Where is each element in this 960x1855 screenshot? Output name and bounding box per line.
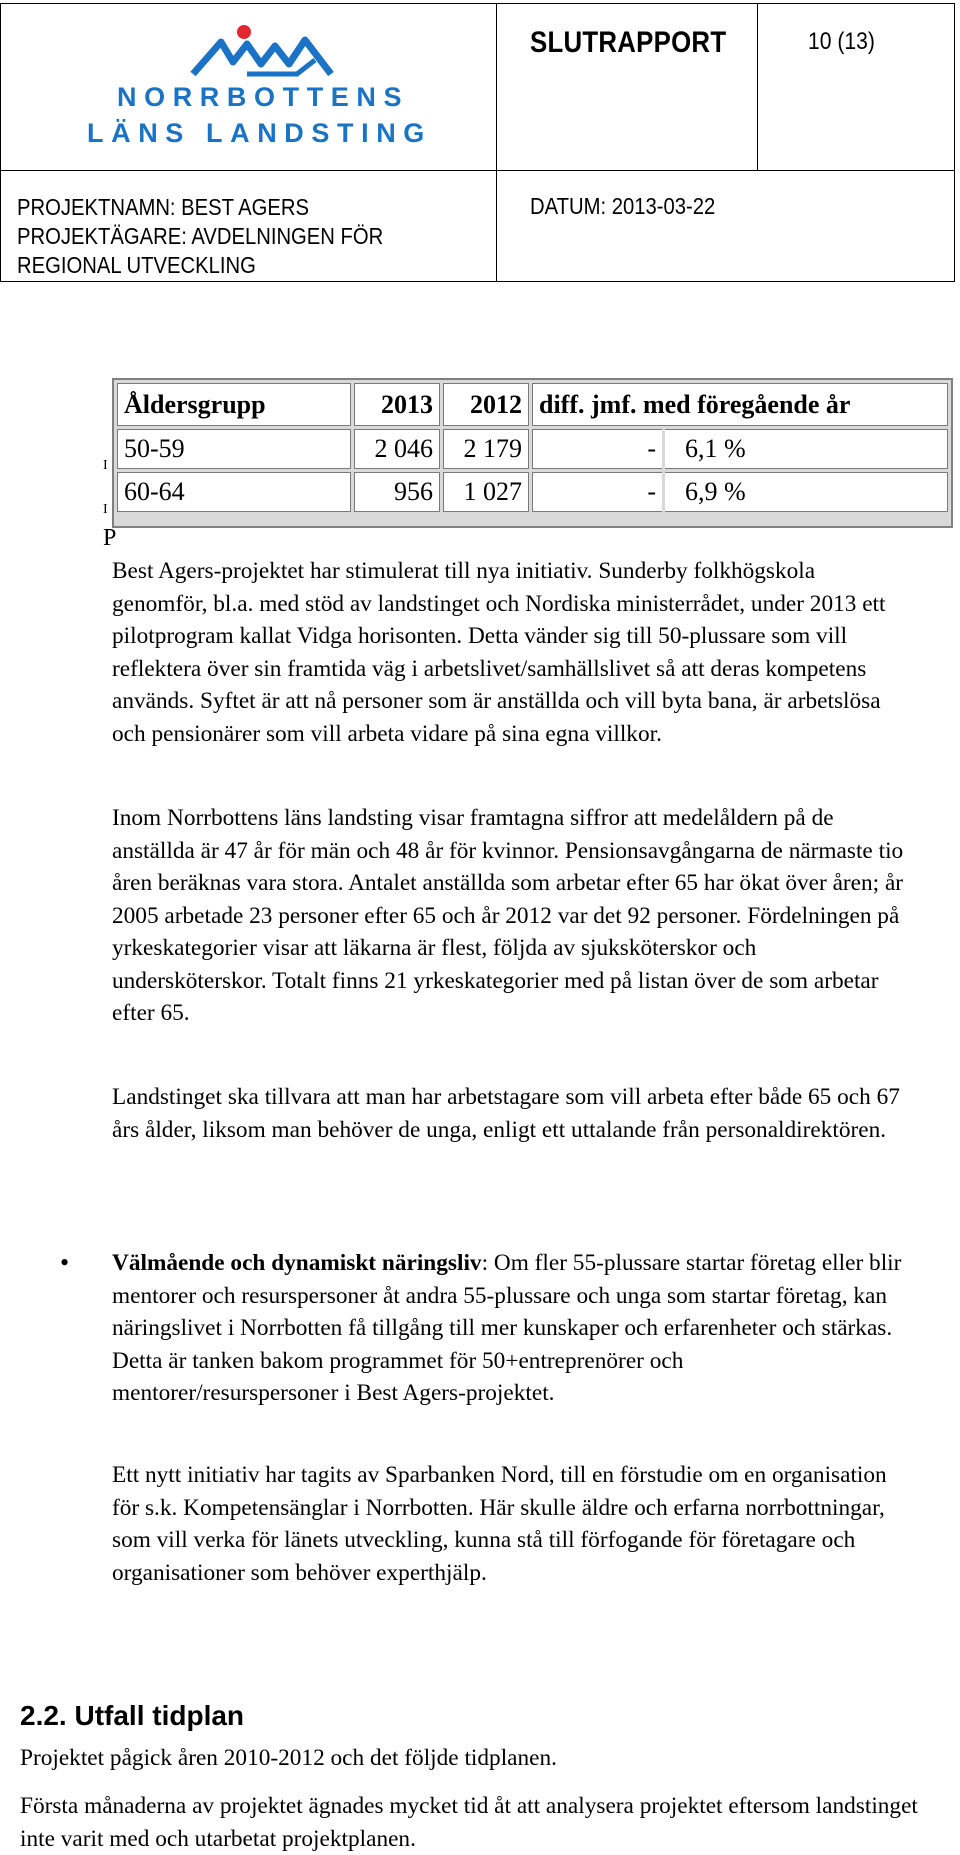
- cell-2012: 2 179: [443, 429, 529, 469]
- paragraph: [112, 555, 912, 750]
- cell-diff-value: 6,1 %: [665, 429, 948, 469]
- table-header-row: [117, 383, 948, 426]
- table-row: [117, 429, 948, 469]
- age-group-table: [112, 378, 953, 528]
- date-cell: [497, 171, 955, 282]
- paragraph: [112, 1081, 912, 1146]
- cell-diff-value: 6,9 %: [665, 472, 948, 512]
- page-number: 10 (13): [808, 28, 875, 55]
- title-cell: [497, 4, 758, 171]
- section-paragraph-1: Projektet pågick åren 2010-2012 och det följde tidplanen.: [20, 1745, 557, 1771]
- logo-cell: [1, 4, 497, 171]
- cell-age: 50-59: [117, 429, 351, 469]
- logo-text-line2: LÄNS LANDSTING: [87, 118, 432, 148]
- paragraph: [112, 802, 912, 1030]
- project-name: PROJEKTNAMN: BEST AGERS: [17, 194, 310, 220]
- header-age-group: Åldersgrupp: [117, 383, 351, 426]
- cell-age: 60-64: [117, 472, 351, 512]
- paragraph-text: Best Agers-projektet har stimulerat till nya initiativ. Sunderby folkhögskola genomför, bl.a. med stöd av landstinget och Nordiska ministerrådet, under 2013 ett pilotprogram kallat Vidga horisonten. Detta vänder sig till 50-plussare som vill reflektera över sin framtida väg i arbetslivet/samhällslivet så att deras kompetens används. Syftet är att nå personer som är anställda och vill byta bana, är arbetslösa och pensionärer som vill arbeta vidare på sina egna villkor.: [112, 558, 886, 747]
- cell-2013: 2 046: [354, 429, 440, 469]
- landsting-logo-icon: [101, 22, 421, 82]
- stray-glyph: I: [103, 458, 108, 473]
- header-diff: diff. jmf. med föregående år: [532, 383, 948, 426]
- cell-2013: 956: [354, 472, 440, 512]
- logo-text-line1: NORRBOTTENS: [117, 82, 410, 112]
- cell-diff-sign: -: [532, 429, 662, 469]
- section-heading: 2.2. Utfall tidplan: [20, 1700, 245, 1731]
- project-info: [17, 193, 383, 280]
- bullet-lead: Välmående och dynamiskt näringsliv: [112, 1250, 482, 1276]
- section-paragraph-2: Första månaderna av projektet ägnades mycket tid åt att analysera projektet eftersom landstinget inte varit med och utarbetat projektplanen.: [20, 1793, 918, 1852]
- document-header: [0, 3, 955, 281]
- project-owner-cont: REGIONAL UTVECKLING: [17, 252, 256, 278]
- bullet-paragraph: [112, 1247, 912, 1410]
- report-date: DATUM: 2013-03-22: [530, 193, 716, 219]
- paragraph: [112, 1459, 912, 1589]
- project-cell: [1, 171, 497, 282]
- cell-diff-sign: -: [532, 472, 662, 512]
- page-cell: [758, 4, 955, 171]
- stray-glyph: P: [103, 525, 117, 551]
- cell-2012: 1 027: [443, 472, 529, 512]
- paragraph-text: Inom Norrbottens läns landsting visar framtagna siffror att medelåldern på de anställda är 47 år för män och 48 år för kvinnor. Pensionsavgångarna de närmaste tio åren beräknas vara stora. Antalet anställda som arbetar efter 65 har ökat över åren; år 2005 arbetade 23 personer efter 65 och år 2012 var det 92 personer. Fördelningen på yrkeskategorier visar att läkarna är flest, följda av sjuksköterskor och undersköterskor. Totalt finns 21 yrkeskategorier med på listan över de som arbetar efter 65.: [112, 805, 904, 1026]
- header-2012: 2012: [443, 383, 529, 426]
- paragraph-text: Ett nytt initiativ har tagits av Sparbanken Nord, till en förstudie om en organisation för s.k. Kompetensänglar i Norrbotten. Här skulle äldre och erfarna norrbottningar, som vill verka för länets utveckling, kunna stå till förfogande för företagare och organisationer som behöver experthjälp.: [112, 1462, 887, 1586]
- table-row: [117, 472, 948, 512]
- project-owner: PROJEKTÄGARE: AVDELNINGEN FÖR: [17, 223, 384, 249]
- report-title: SLUTRAPPORT: [530, 26, 727, 59]
- paragraph-text: Landstinget ska tillvara att man har arbetstagare som vill arbeta efter både 65 och 67 års ålder, liksom man behöver de unga, enligt ett uttalande från personaldirektören.: [112, 1084, 900, 1143]
- bullet-text: : Om fler 55-plussare startar företag eller blir mentorer och resurspersoner åt andra 55-plussare och unga som startar företag, kan näringslivet i Norrbotten få tillgång till mer kunskaper och erfarenheter och stärkas. Detta är tanken bakom programmet för 50+entreprenörer och mentorer/resurspersoner i Best Agers-projektet.: [112, 1250, 902, 1406]
- bullet-icon: •: [60, 1248, 70, 1277]
- header-2013: 2013: [354, 383, 440, 426]
- stray-glyph: I: [103, 502, 108, 517]
